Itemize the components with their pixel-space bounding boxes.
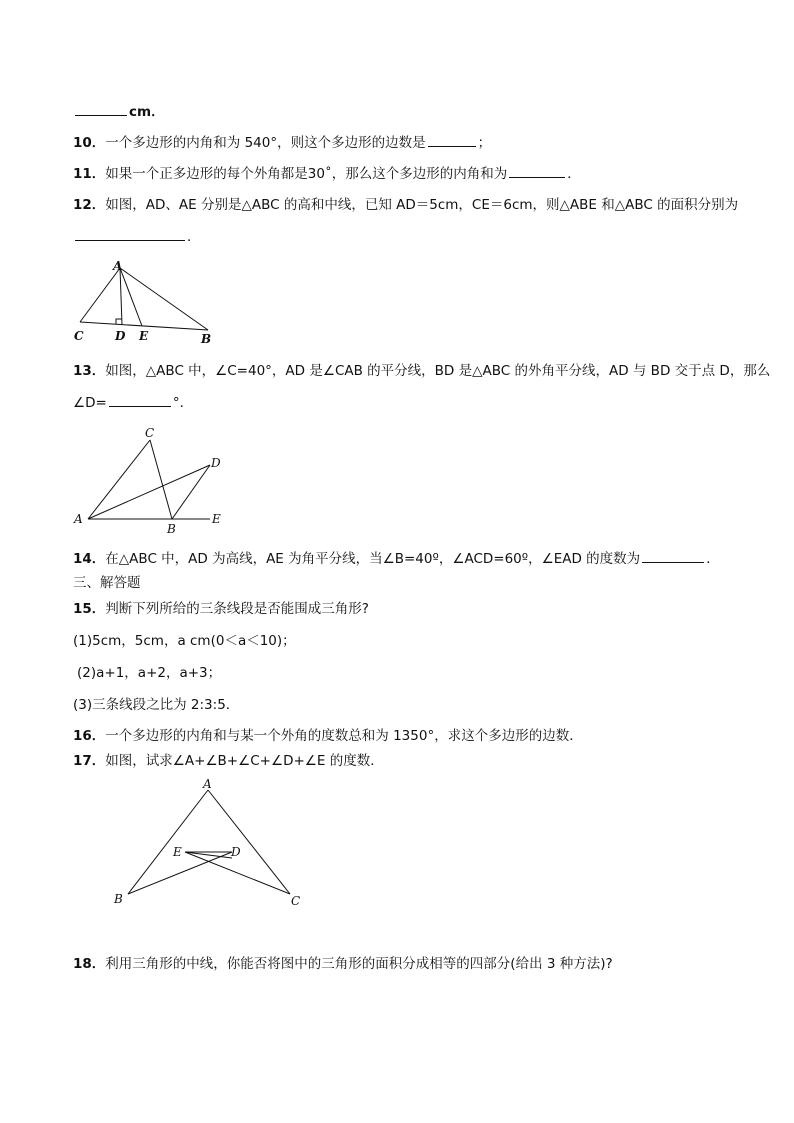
question-10: 10．一个多边形的内角和为 540°，则这个多边形的边数是 ；	[73, 135, 492, 151]
answer-blank[interactable]	[75, 103, 127, 116]
section-heading: 三、解答题	[73, 575, 141, 591]
question-11: 11．如果一个正多边形的每个外角都是30˚，那么这个多边形的内角和为 ．	[73, 166, 581, 182]
label-B: B	[201, 332, 212, 346]
label-D: D	[231, 845, 241, 859]
figure-13-triangle	[70, 425, 240, 540]
figure-17-star	[110, 778, 320, 913]
question-15-part3: (3)三条线段之比为 2:3:5．	[73, 697, 240, 713]
question-12: 12．如图，AD、AE 分别是△ABC 的高和中线，已知 AD＝5cm，CE＝6cm，则△ABE 和△ABC 的面积分别为	[73, 197, 739, 213]
answer-blank[interactable]	[509, 165, 565, 178]
question-13-line2: ∠D= °．	[73, 395, 194, 411]
answer-blank[interactable]	[109, 394, 171, 407]
label-D: D	[211, 456, 221, 470]
label-D: D	[115, 329, 126, 343]
question-15-part1: (1)5cm，5cm，a cm(0＜a＜10)；	[73, 633, 296, 649]
question-16: 16．一个多边形的内角和与某一个外角的度数总和为 1350°，求这个多边形的边数．	[73, 728, 583, 744]
label-E: E	[139, 329, 149, 343]
answer-blank[interactable]	[428, 134, 476, 147]
label-B: B	[114, 892, 123, 906]
figure-12-triangle	[70, 260, 220, 350]
label-B: B	[167, 522, 176, 536]
label-E: E	[212, 512, 221, 526]
answer-blank[interactable]	[75, 228, 185, 241]
label-C: C	[291, 894, 301, 908]
question-15: 15．判断下列所给的三条线段是否能围成三角形?	[73, 601, 369, 617]
label-A: A	[74, 512, 83, 526]
label-C: C	[145, 426, 155, 440]
question-14: 14．在△ABC 中，AD 为高线，AE 为角平分线，当∠B=40º，∠ACD=60º，∠EAD 的度数为 ．	[73, 551, 720, 567]
label-A: A	[113, 259, 123, 273]
question-13: 13．如图，△ABC 中，∠C=40°，AD 是∠CAB 的平分线，BD 是△ABC 的外角平分线，AD 与 BD 交于点 D，那么	[73, 363, 771, 379]
answer-blank[interactable]	[642, 550, 704, 563]
question-17: 17．如图，试求∠A+∠B+∠C+∠D+∠E 的度数．	[73, 753, 384, 769]
q9-tail: cm．	[73, 103, 165, 121]
question-15-part2: (2)a+1，a+2，a+3；	[77, 665, 222, 681]
question-12-line2: ．	[73, 228, 201, 246]
label-A: A	[203, 777, 212, 791]
question-18: 18．利用三角形的中线，你能否将图中的三角形的面积分成相等的四部分(给出 3 种方法)?	[73, 956, 613, 972]
label-C: C	[74, 329, 84, 343]
label-E: E	[173, 845, 182, 859]
